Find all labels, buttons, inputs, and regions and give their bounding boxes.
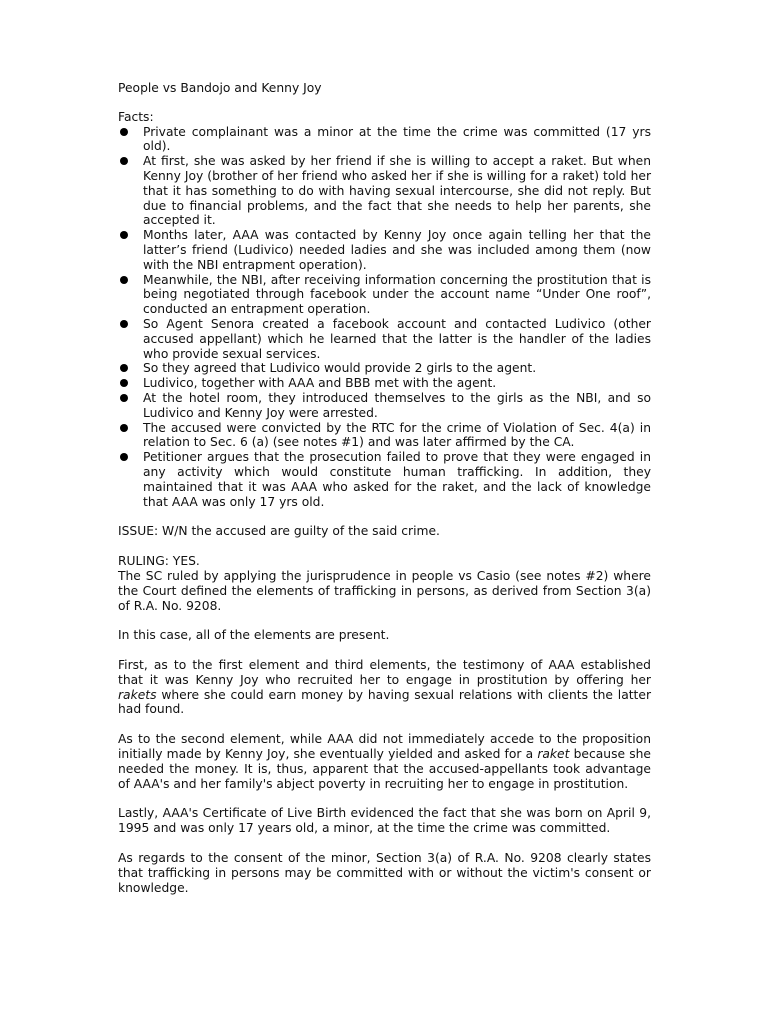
ruling-heading: RULING: YES. <box>118 554 200 569</box>
bullet-icon <box>120 276 128 284</box>
certificate-paragraph: Lastly, AAA's Certificate of Live Birth evidenced the fact that she was born on April 9, 1995 and was only 17 years old, a minor, at the time the crime was committed. <box>118 806 651 836</box>
bullet-icon <box>120 320 128 328</box>
ruling-text: The SC ruled by applying the jurisprudence in people vs Casio (see notes #2) where the Court defined the elements of trafficking in persons, as derived from Section 3(a) of R.A. No. 9208. <box>118 568 651 613</box>
fact-item: The accused were convicted by the RTC for the crime of Violation of Sec. 4(a) in relation to Sec. 6 (a) (see notes #1) and was later affirmed by the CA. <box>118 421 651 451</box>
fact-item: Petitioner argues that the prosecution failed to prove that they were engaged in any activity which would constitute human trafficking. In addition, they maintained that it was AAA who asked for the raket, and the lack of knowledge that AAA was only 17 yrs old. <box>118 450 651 509</box>
fact-item: Meanwhile, the NBI, after receiving information concerning the prostitution that is being negotiated through facebook under the account name “Under One roof”, conducted an entrapment operation. <box>118 273 651 317</box>
case-digest-document <box>118 81 651 895</box>
consent-paragraph: As regards to the consent of the minor, Section 3(a) of R.A. No. 9208 clearly states that trafficking in persons may be committed with or without the victim's consent or knowledge. <box>118 851 651 895</box>
issue-statement: ISSUE: W/N the accused are guilty of the said crime. <box>118 524 440 539</box>
first-element-paragraph: First, as to the first element and third elements, the testimony of AAA established that it was Kenny Joy who recruited her to engage in prostitution by offering her rakets where she could earn money by having sexual relations with clients the latter had found. <box>118 658 651 717</box>
bullet-icon <box>120 157 128 165</box>
case-title: People vs Bandojo and Kenny Joy <box>118 81 322 95</box>
bullet-icon <box>120 231 128 239</box>
fact-item: Months later, AAA was contacted by Kenny Joy once again telling her that the latter’s friend (Ludivico) needed ladies and she was included among them (now with the NBI entrapment operation). <box>118 228 651 272</box>
elements-present-paragraph: In this case, all of the elements are present. <box>118 628 390 643</box>
bullet-icon <box>120 364 128 372</box>
fact-item: So Agent Senora created a facebook account and contacted Ludivico (other accused appellant) which he learned that the latter is the handler of the ladies who provide sexual services. <box>118 317 651 361</box>
facts-list <box>118 125 651 510</box>
fact-item: Ludivico, together with AAA and BBB met with the agent. <box>118 376 651 391</box>
bullet-icon <box>120 453 128 461</box>
raket-emphasis: raket <box>537 747 570 762</box>
bullet-icon <box>120 379 128 387</box>
fact-item: Private complainant was a minor at the time the crime was committed (17 yrs old). <box>118 125 651 155</box>
rakets-emphasis: rakets <box>118 687 157 702</box>
fact-item: So they agreed that Ludivico would provide 2 girls to the agent. <box>118 361 651 376</box>
fact-item: At the hotel room, they introduced themselves to the girls as the NBI, and so Ludivico and Kenny Joy were arrested. <box>118 391 651 421</box>
facts-heading: Facts: <box>118 109 154 124</box>
bullet-icon <box>120 128 128 136</box>
fact-item: At first, she was asked by her friend if she is willing to accept a raket. But when Kenny Joy (brother of her friend who asked her if she is willing for a raket) told her that it has something to do with having sexual intercourse, she did not reply. But due to financial problems, and the fact that she needs to help her parents, she accepted it. <box>118 154 651 228</box>
bullet-icon <box>120 424 128 432</box>
second-element-paragraph: As to the second element, while AAA did not immediately accede to the proposition initially made by Kenny Joy, she eventually yielded and asked for a raket because she needed the money. It is, thus, apparent that the accused-appellants took advantage of AAA's and her family's abject poverty in recruiting her to engage in prostitution. <box>118 732 651 791</box>
bullet-icon <box>120 394 128 402</box>
